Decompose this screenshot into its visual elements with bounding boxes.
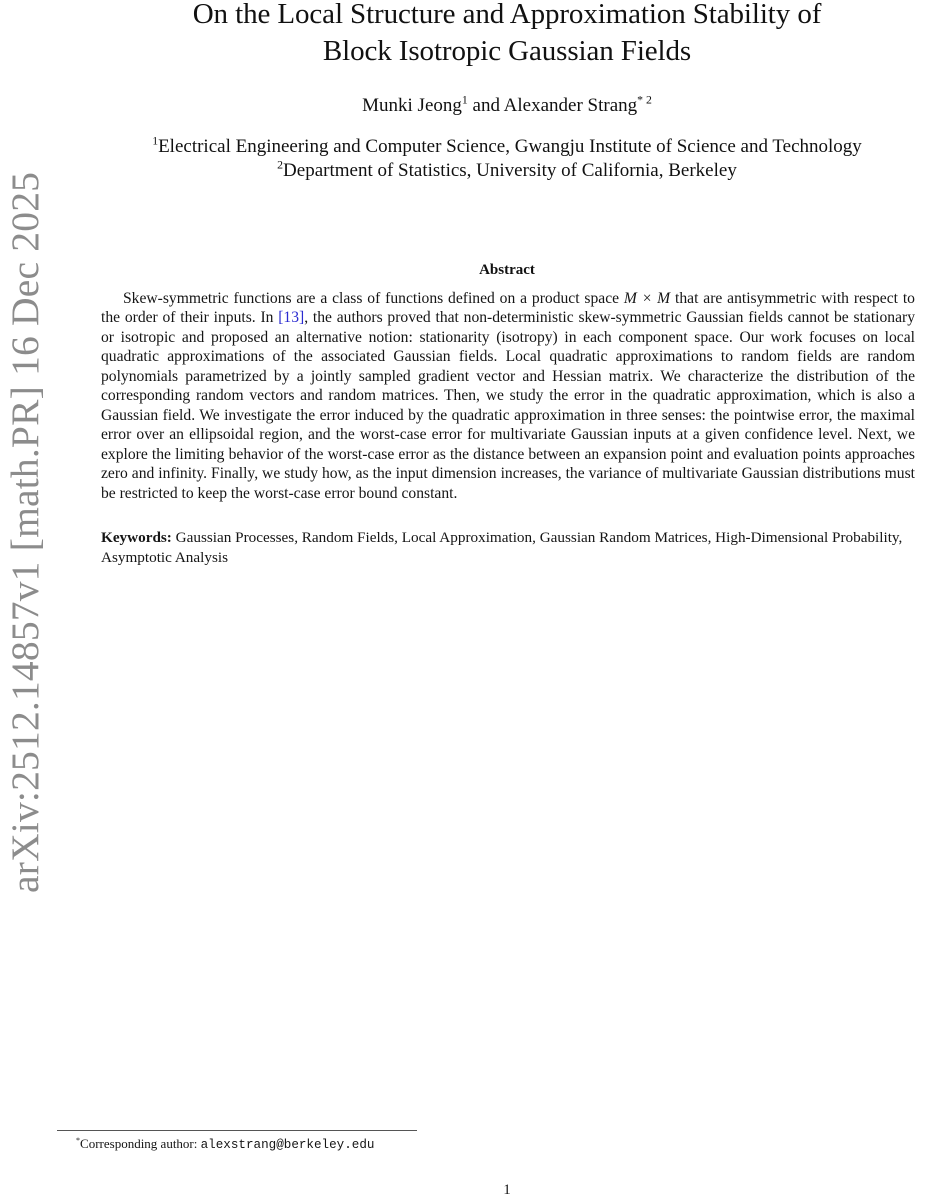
author-list bbox=[0, 95, 934, 117]
title-line-1: On the Local Structure and Approximation Stability of bbox=[192, 0, 822, 30]
abstract-text: Skew-symmetric functions are a class of functions defined on a product space bbox=[123, 290, 624, 307]
author-affiliation-marker: * 2 bbox=[637, 93, 652, 107]
title-line-2: Block Isotropic Gaussian Fields bbox=[322, 35, 692, 67]
keywords bbox=[101, 528, 934, 568]
keywords-label: Keywords: bbox=[101, 529, 172, 546]
footnote-marker: * bbox=[76, 1136, 81, 1146]
affiliation-marker: 2 bbox=[277, 158, 284, 172]
footnote-label: Corresponding author: bbox=[80, 1136, 201, 1151]
affiliation-text: Department of Statistics, University of California, Berkeley bbox=[283, 160, 737, 181]
footnote bbox=[76, 1136, 374, 1152]
abstract-text: , the authors proved that non-deterministic skew-symmetric Gaussian fields cannot be stationary or isotropic and proposed an alternative notion: stationarity (isotropy) in each component space. Our work focuses on local quadratic approximations of the associated Gaussian fields. Local quadratic approximations to random fields are random polynomials parametrized by a jointly sampled gradient vector and Hessian matrix. We characterize the distribution of the corresponding random vectors and random matrices. Then, we study the error in the quadratic approximation, which is also a Gaussian field. We investigate the error induced by the quadratic approximation in three senses: the pointwise error, the maximal error over an ellipsoidal region, and the worst-case error for multivariate Gaussian inputs at a given confidence level. Next, we explore the limiting behavior of the worst-case error as the distance between an expansion point and evaluation points approaches zero and infinity. Finally, we study how, as the input dimension increases, the variance of multivariate Gaussian distributions must be restricted to keep the worst-case error bound constant. bbox=[101, 309, 916, 502]
math-expression: M × M bbox=[623, 290, 671, 307]
footnote-divider bbox=[57, 1130, 417, 1131]
arxiv-stamp-text: arXiv:2512.14857v1 [math.PR] 16 Dec 2025 bbox=[3, 171, 47, 893]
abstract-paragraph bbox=[101, 289, 915, 503]
footnote-email[interactable]: alexstrang@berkeley.edu bbox=[200, 1138, 375, 1152]
author-connector: and bbox=[467, 95, 504, 116]
affiliation-marker: 1 bbox=[152, 134, 159, 148]
affiliation-item bbox=[0, 159, 934, 183]
citation-link[interactable]: [13] bbox=[278, 309, 305, 327]
arxiv-stamp bbox=[3, 171, 47, 895]
paper-title bbox=[0, 0, 934, 70]
author-name: Munki Jeong bbox=[362, 95, 462, 116]
abstract-text: that are antisymmetric with respect to the order of their inputs. In bbox=[101, 290, 915, 327]
author-name: Alexander Strang bbox=[503, 95, 638, 116]
affiliations bbox=[0, 135, 934, 183]
abstract-heading: Abstract bbox=[479, 262, 535, 278]
affiliation-text: Electrical Engineering and Computer Science, Gwangju Institute of Science and Technology bbox=[158, 136, 862, 157]
page-number: 1 bbox=[503, 1182, 511, 1198]
author-affiliation-marker: 1 bbox=[461, 93, 468, 107]
keywords-text: Gaussian Processes, Random Fields, Local Approximation, Gaussian Random Matrices, High-Dimensional Probability, Asymptotic Analysis bbox=[101, 529, 903, 566]
affiliation-item bbox=[0, 135, 934, 159]
